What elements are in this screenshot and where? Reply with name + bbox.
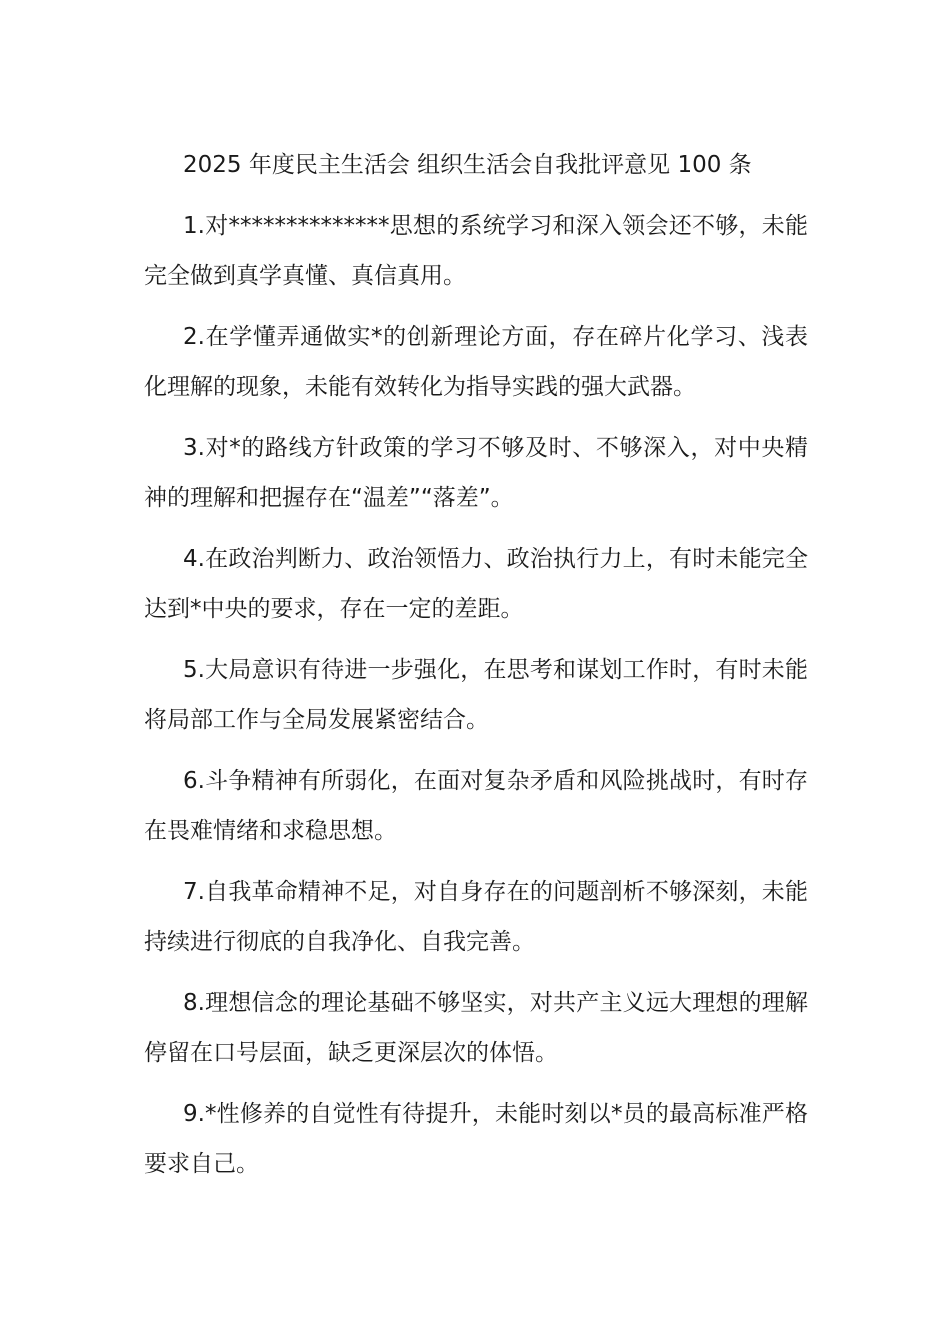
list-item: 1.对**************思想的系统学习和深入领会还不够，未能完全做到真学真懂、真信真用。	[144, 213, 808, 289]
list-item: 5.大局意识有待进一步强化，在思考和谋划工作时，有时未能将局部工作与全局发展紧密结合。	[144, 657, 808, 733]
list-item: 8.理想信念的理论基础不够坚实，对共产主义远大理想的理解停留在口号层面，缺乏更深层次的体悟。	[144, 990, 808, 1066]
list-item: 6.斗争精神有所弱化，在面对复杂矛盾和风险挑战时，有时存在畏难情绪和求稳思想。	[144, 768, 808, 844]
list-item: 9.*性修养的自觉性有待提升，未能时刻以*员的最高标准严格要求自己。	[144, 1101, 808, 1177]
list-item: 2.在学懂弄通做实*的创新理论方面，存在碎片化学习、浅表化理解的现象，未能有效转化为指导实践的强大武器。	[144, 324, 808, 400]
document-title: 2025 年度民主生活会 组织生活会自我批评意见 100 条	[183, 152, 752, 178]
document-page	[144, 140, 808, 1189]
list-item: 7.自我革命精神不足，对自身存在的问题剖析不够深刻，未能持续进行彻底的自我净化、自我完善。	[144, 879, 808, 955]
list-item: 3.对*的路线方针政策的学习不够及时、不够深入，对中央精神的理解和把握存在“温差”“落差”。	[144, 435, 808, 511]
list-item: 4.在政治判断力、政治领悟力、政治执行力上，有时未能完全达到*中央的要求，存在一定的差距。	[144, 546, 808, 622]
